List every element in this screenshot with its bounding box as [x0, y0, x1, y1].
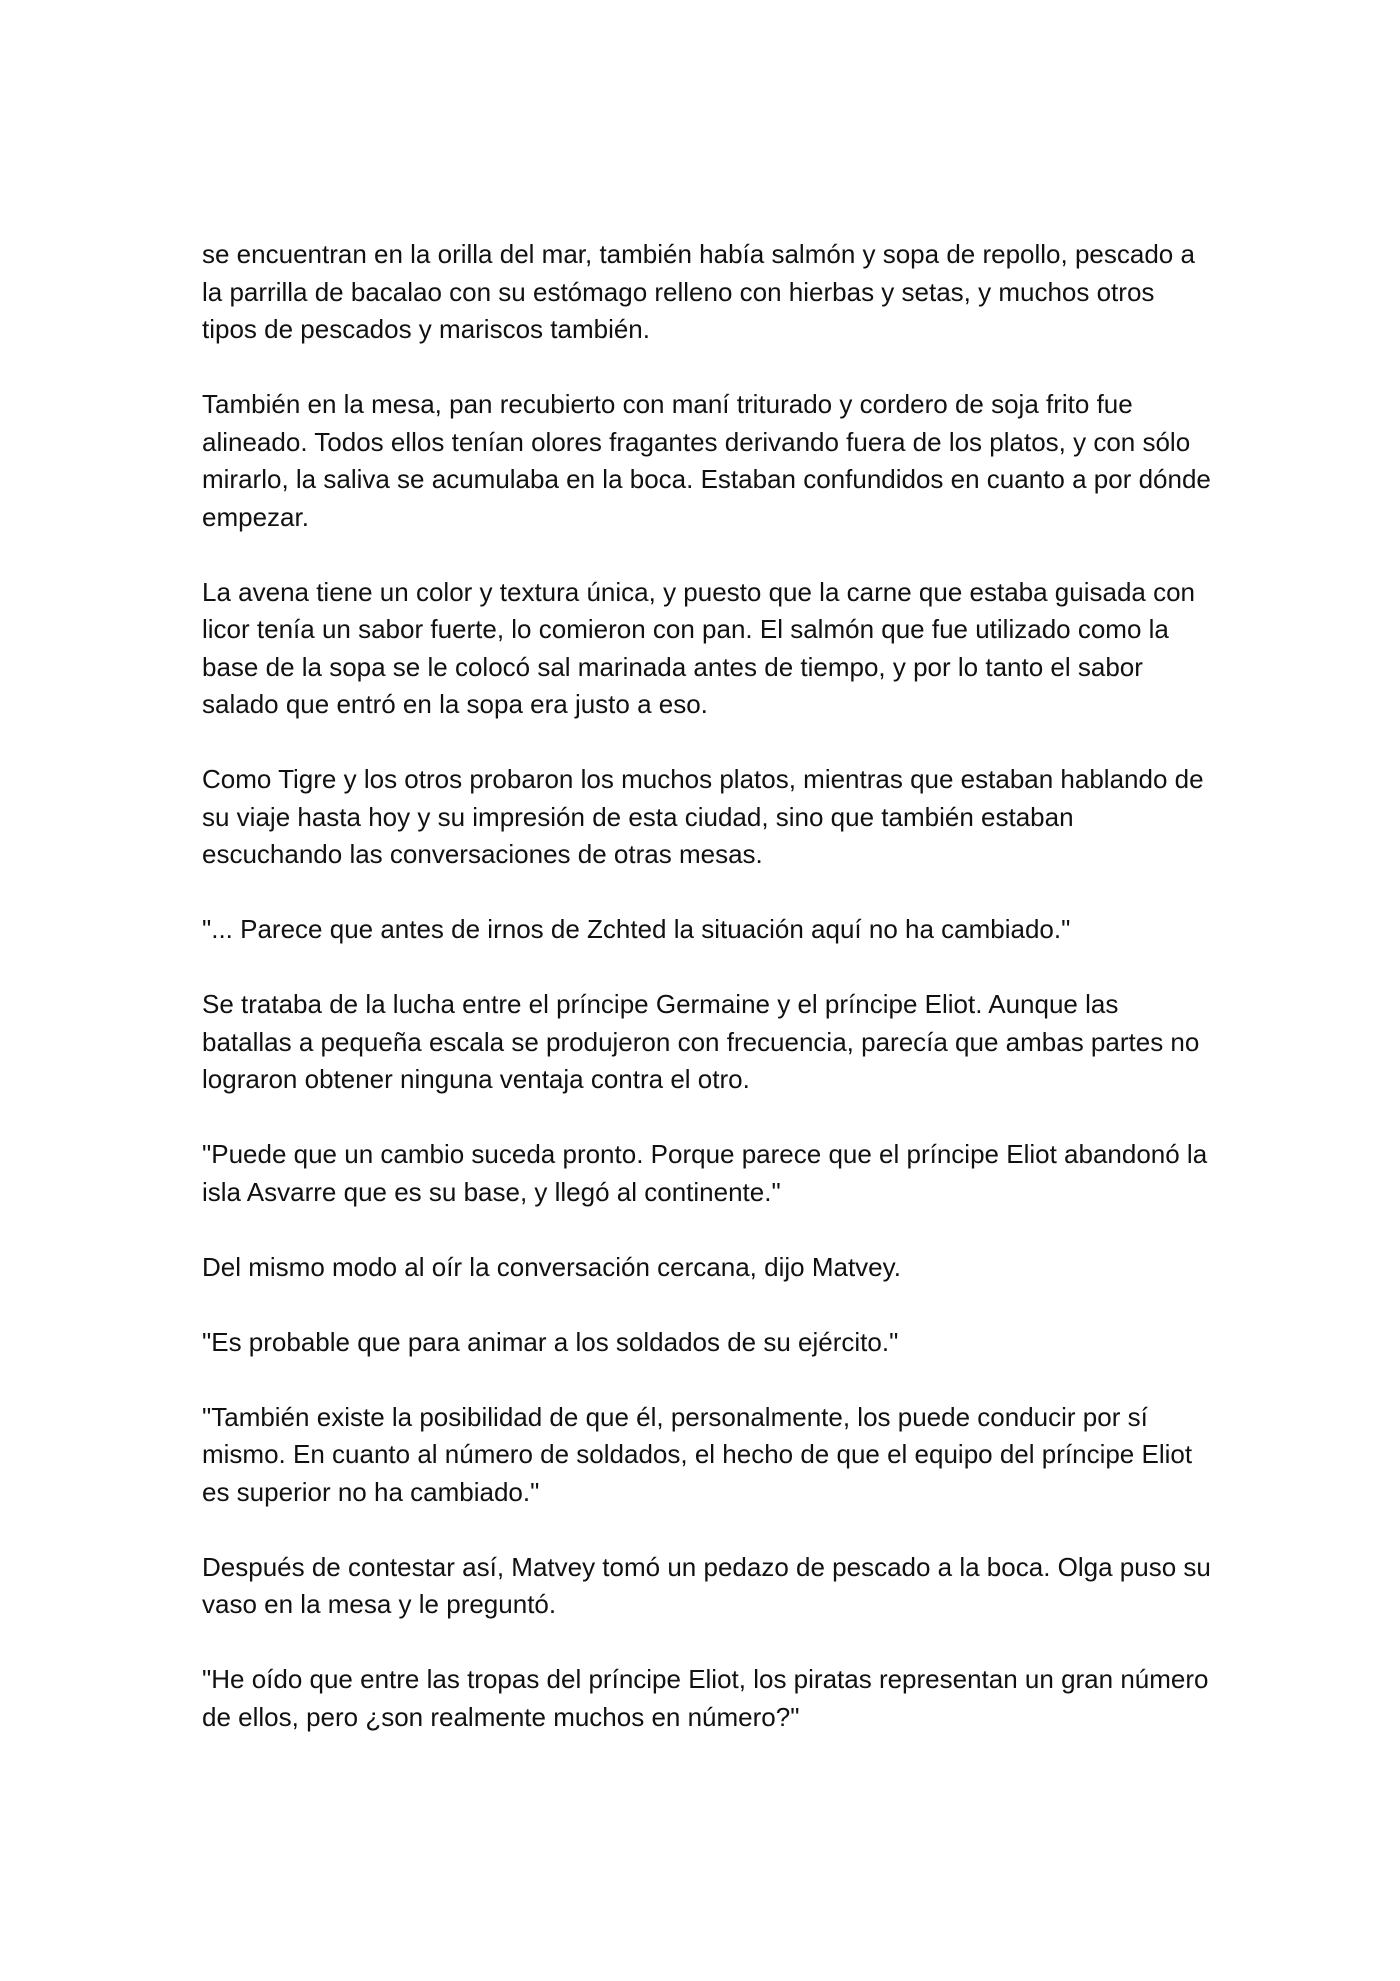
paragraph: Después de contestar así, Matvey tomó un pedazo de pescado a la boca. Olga puso su vaso en la mesa y le preguntó.	[202, 1551, 1211, 1619]
paragraph: Como Tigre y los otros probaron los muchos platos, mientras que estaban hablando de su viaje hasta hoy y su impresión de esta ciudad, sino que también estaban escuchando las conversaciones de otras mesas.	[202, 764, 1204, 869]
paragraph: "Es probable que para animar a los soldados de su ejército."	[202, 1326, 899, 1357]
paragraph: se encuentran en la orilla del mar, también había salmón y sopa de repollo, pescado a la parrilla de bacalao con su estómago relleno con hierbas y setas, y muchos otros tipos de pescados y mariscos también.	[202, 239, 1195, 344]
paragraph: La avena tiene un color y textura única, y puesto que la carne que estaba guisada con licor tenía un sabor fuerte, lo comieron con pan. El salmón que fue utilizado como la base de la sopa se le colocó sal marinada antes de tiempo, y por lo tanto el sabor salado que entró en la sopa era justo a eso.	[202, 576, 1196, 719]
paragraph: También en la mesa, pan recubierto con maní triturado y cordero de soja frito fue alineado. Todos ellos tenían olores fragantes derivando fuera de los platos, y con sólo mirarlo, la saliva se acumulaba en la boca. Estaban confundidos en cuanto a por dónde empezar.	[202, 389, 1211, 532]
document-body	[202, 236, 1212, 1736]
paragraph: "He oído que entre las tropas del príncipe Eliot, los piratas representan un gran número de ellos, pero ¿son realmente muchos en número?"	[202, 1664, 1209, 1732]
paragraph: "También existe la posibilidad de que él, personalmente, los puede conducir por sí mismo. En cuanto al número de soldados, el hecho de que el equipo del príncipe Eliot es superior no ha cambiado."	[202, 1401, 1193, 1507]
paragraph: "... Parece que antes de irnos de Zchted la situación aquí no ha cambiado."	[202, 914, 1071, 944]
paragraph: Del mismo modo al oír la conversación cercana, dijo Matvey.	[202, 1251, 901, 1282]
paragraph: Se trataba de la lucha entre el príncipe Germaine y el príncipe Eliot. Aunque las batallas a pequeña escala se produjeron con frecuencia, parecía que ambas partes no lograron obtener ninguna ventaja contra el otro.	[202, 989, 1200, 1094]
paragraph: "Puede que un cambio suceda pronto. Porque parece que el príncipe Eliot abandonó la isla Asvarre que es su base, y llegó al continente."	[202, 1139, 1208, 1207]
